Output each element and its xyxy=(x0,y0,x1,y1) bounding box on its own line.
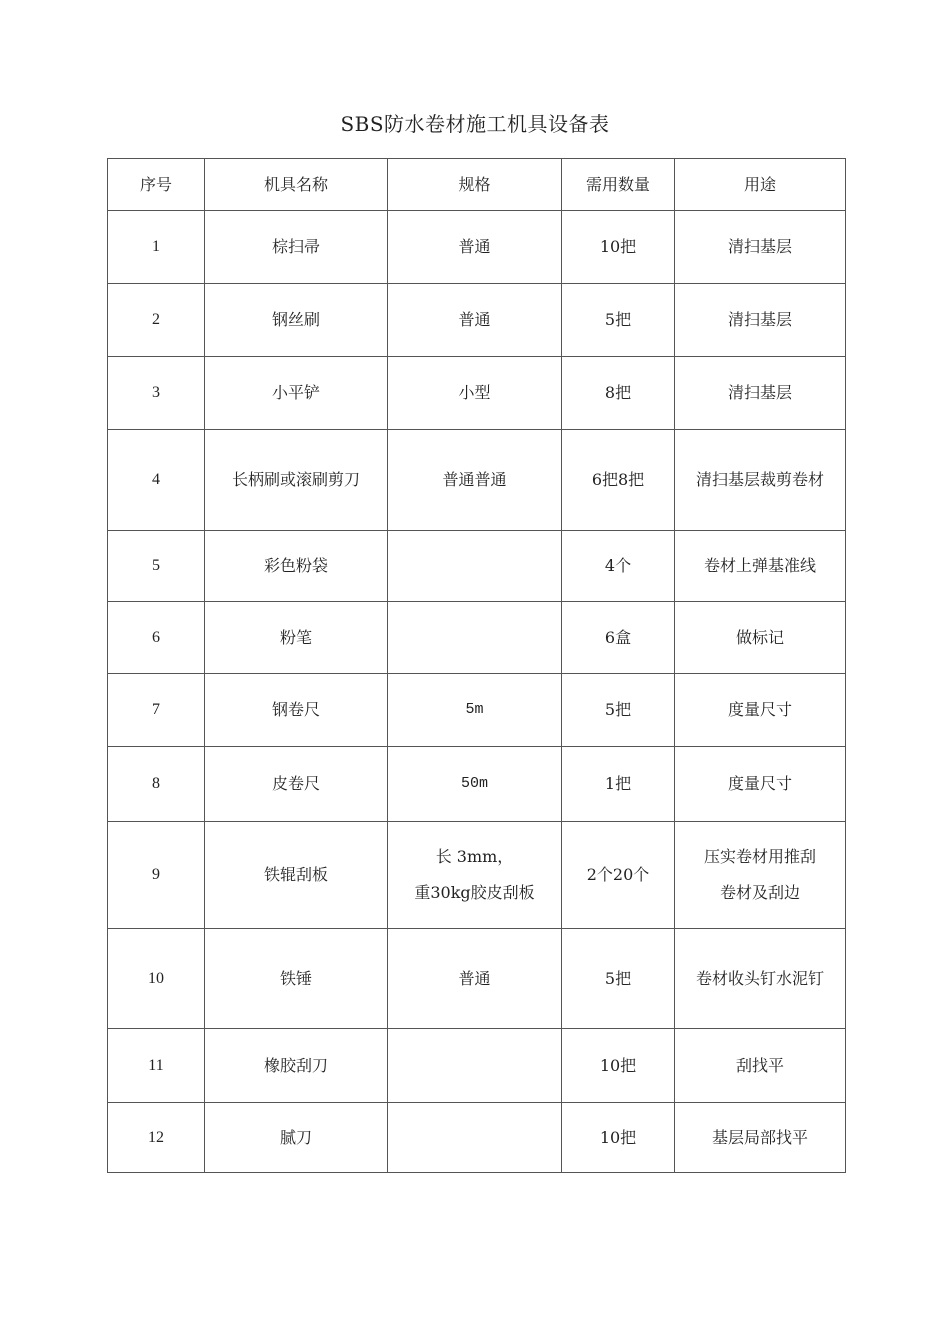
cell-use-line: 度量尺寸 xyxy=(727,774,792,793)
cell-qty: 10把 xyxy=(562,1103,675,1173)
cell-use xyxy=(675,430,846,531)
cell-use-line: 卷材上弹基准线 xyxy=(703,556,816,575)
cell-no: 11 xyxy=(108,1029,205,1103)
cell-use-line: 清扫基层 xyxy=(727,237,792,256)
cell-spec-line: 普通 xyxy=(458,968,491,988)
cell-use-line: 压实卷材用推刮 xyxy=(703,847,816,866)
table-header-row xyxy=(108,159,846,211)
cell-use xyxy=(675,1029,846,1103)
cell-spec-line: 普通 xyxy=(458,237,491,256)
cell-qty: 5把 xyxy=(562,284,675,357)
cell-use xyxy=(675,929,846,1029)
table-body xyxy=(108,211,846,1173)
cell-use-line: 清扫基层 xyxy=(727,310,792,329)
cell-use-line: 度量尺寸 xyxy=(727,700,792,719)
cell-qty: 10把 xyxy=(562,1029,675,1103)
cell-use xyxy=(675,211,846,284)
cell-qty: 5把 xyxy=(562,929,675,1029)
cell-no: 5 xyxy=(108,531,205,602)
table-row xyxy=(108,211,846,284)
cell-spec-line: 重30kg胶皮刮板 xyxy=(414,883,535,902)
cell-qty: 6把8把 xyxy=(562,430,675,531)
cell-name: 皮卷尺 xyxy=(205,747,388,822)
cell-spec xyxy=(388,1103,562,1173)
cell-use-line: 基层局部找平 xyxy=(711,1127,808,1147)
table-row xyxy=(108,430,846,531)
header-qty: 需用数量 xyxy=(562,159,675,211)
cell-use xyxy=(675,284,846,357)
cell-name: 小平铲 xyxy=(205,357,388,430)
cell-qty: 6盒 xyxy=(562,602,675,674)
table-row xyxy=(108,1029,846,1103)
header-no: 序号 xyxy=(108,159,205,211)
cell-spec xyxy=(388,747,562,822)
cell-qty: 4个 xyxy=(562,531,675,602)
cell-use xyxy=(675,822,846,929)
header-name: 机具名称 xyxy=(205,159,388,211)
cell-use-line: 卷材收头钉水泥钉 xyxy=(695,968,824,988)
table-row xyxy=(108,1103,846,1173)
cell-no: 6 xyxy=(108,602,205,674)
table-row xyxy=(108,822,846,929)
cell-name: 橡胶刮刀 xyxy=(205,1029,388,1103)
table-row xyxy=(108,747,846,822)
cell-spec xyxy=(388,929,562,1029)
table-row xyxy=(108,284,846,357)
cell-spec xyxy=(388,674,562,747)
cell-use xyxy=(675,602,846,674)
cell-name: 钢卷尺 xyxy=(205,674,388,747)
cell-qty: 10把 xyxy=(562,211,675,284)
cell-use-line: 刮找平 xyxy=(735,1055,784,1075)
cell-name: 长柄刷或滚刷剪刀 xyxy=(205,430,388,531)
cell-use xyxy=(675,747,846,822)
cell-use xyxy=(675,357,846,430)
cell-no: 2 xyxy=(108,284,205,357)
cell-qty: 5把 xyxy=(562,674,675,747)
cell-name: 铁辊刮板 xyxy=(205,822,388,929)
cell-qty: 1把 xyxy=(562,747,675,822)
cell-spec xyxy=(388,357,562,430)
cell-no: 9 xyxy=(108,822,205,929)
cell-use xyxy=(675,674,846,747)
cell-use xyxy=(675,1103,846,1173)
cell-use-line: 做标记 xyxy=(735,627,784,647)
table-row xyxy=(108,357,846,430)
table-row xyxy=(108,929,846,1029)
cell-qty: 8把 xyxy=(562,357,675,430)
cell-spec xyxy=(388,822,562,929)
cell-spec-line: 小型 xyxy=(458,383,491,402)
cell-name: 粉笔 xyxy=(205,602,388,674)
cell-spec xyxy=(388,1029,562,1103)
header-spec: 规格 xyxy=(388,159,562,211)
cell-name: 腻刀 xyxy=(205,1103,388,1173)
cell-spec-line: 普通 xyxy=(458,310,491,329)
cell-no: 10 xyxy=(108,929,205,1029)
cell-use-line: 卷材及刮边 xyxy=(719,883,800,902)
cell-no: 12 xyxy=(108,1103,205,1173)
cell-spec-line: 普通普通 xyxy=(442,470,507,489)
cell-use xyxy=(675,531,846,602)
cell-spec-line: 50m xyxy=(460,775,488,792)
cell-no: 7 xyxy=(108,674,205,747)
cell-no: 4 xyxy=(108,430,205,531)
cell-spec-line: 长 3mm， xyxy=(435,847,514,866)
header-use: 用途 xyxy=(675,159,846,211)
cell-use-line: 清扫基层裁剪卷材 xyxy=(695,470,824,489)
cell-spec xyxy=(388,430,562,531)
cell-name: 棕扫帚 xyxy=(205,211,388,284)
cell-spec-line: 5m xyxy=(465,701,484,718)
cell-spec xyxy=(388,531,562,602)
cell-name: 钢丝刷 xyxy=(205,284,388,357)
cell-spec xyxy=(388,211,562,284)
cell-use-line: 清扫基层 xyxy=(727,383,792,402)
cell-no: 8 xyxy=(108,747,205,822)
table-row xyxy=(108,531,846,602)
table-row xyxy=(108,674,846,747)
cell-name: 铁锤 xyxy=(205,929,388,1029)
table-row xyxy=(108,602,846,674)
page-title: SBS防水卷材施工机具设备表 xyxy=(340,112,610,136)
cell-spec xyxy=(388,284,562,357)
equipment-table xyxy=(107,158,846,1173)
cell-no: 3 xyxy=(108,357,205,430)
cell-no: 1 xyxy=(108,211,205,284)
cell-name: 彩色粉袋 xyxy=(205,531,388,602)
cell-qty: 2个20个 xyxy=(562,822,675,929)
cell-spec xyxy=(388,602,562,674)
